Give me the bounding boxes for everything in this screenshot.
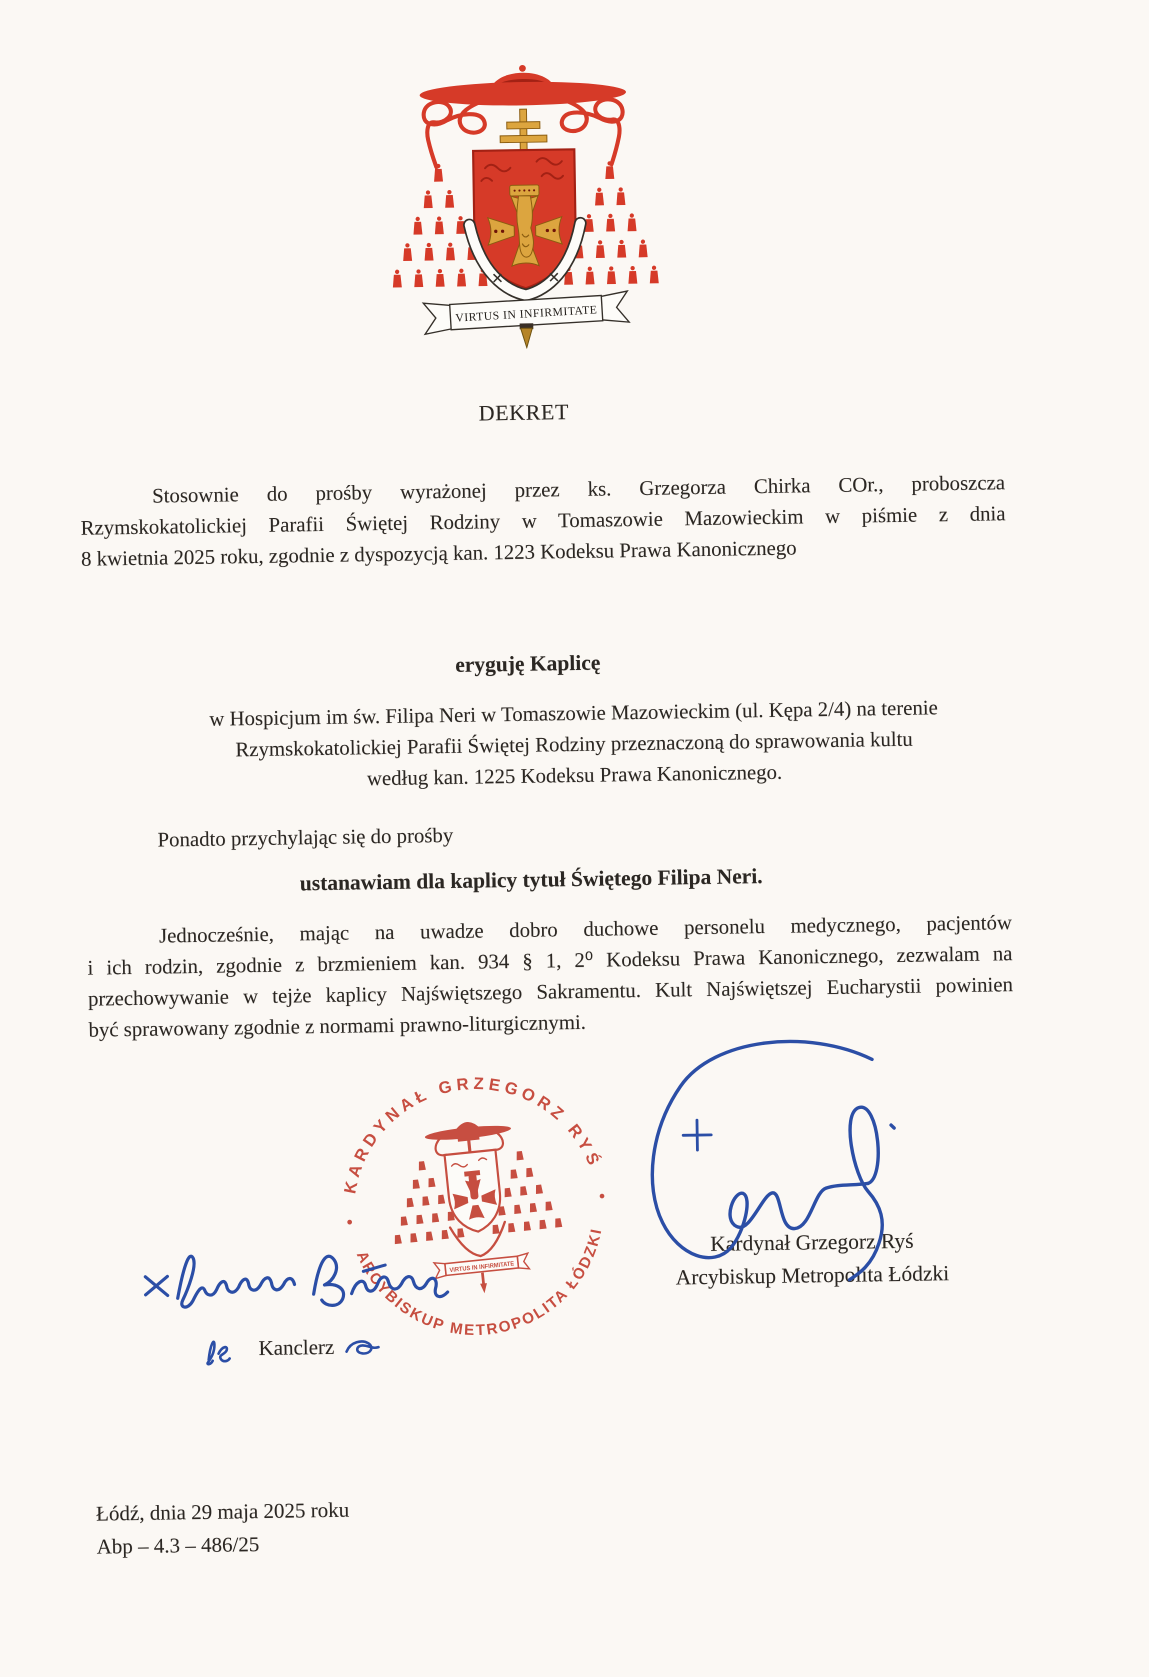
text-line: według kan. 1225 Kodeksu Prawa Kanonicznego. — [366, 760, 783, 791]
text-line: Rzymskokatolickiej Parafii Świętej Rodziny przeznaczoną do sprawowania kultu — [235, 727, 913, 762]
document-title: DEKRET — [478, 399, 570, 426]
stamp-text-top: KARDYNAŁ GRZEGORZ RYŚ — [340, 1073, 605, 1196]
paragraph-intro — [80, 467, 1006, 575]
stamp-text-bottom: ARCYBISKUP METROPOLITA ŁÓDZKI — [352, 1226, 606, 1340]
cardinal-signature — [584, 1025, 908, 1290]
cardinal-name: Kardynał Grzegorz Ryś — [710, 1228, 914, 1256]
text-line: w Hospicjum im św. Filipa Neri w Tomaszowie Mazowieckim (ul. Kępa 2/4) na terenie — [209, 696, 938, 731]
decree-title-line: ustanawiam dla kaplicy tytuł Świętego Filipa Neri. — [299, 864, 763, 896]
footer-reference: Abp – 4.3 – 486/25 — [96, 1532, 260, 1559]
cardinal-title: Arcybiskup Metropolita Łódzki — [675, 1261, 950, 1290]
text-line: Jednocześnie, mając na uwadze dobro duchowe personelu medycznego, pacjentów — [158, 911, 1013, 948]
footer-place-date: Łódź, dnia 29 maja 2025 roku — [95, 1497, 350, 1526]
text-line: Rzymskokatolickiej Parafii Świętej Rodziny w Tomaszowie Mazowieckim w piśmie z dnia — [80, 502, 1006, 540]
footer-block — [96, 1490, 597, 1564]
paragraph-location — [123, 691, 1024, 798]
paragraph-ponadto: Ponadto przychylając się do prośby — [157, 823, 454, 852]
text-line: przechowywanie w tejże kaplicy Najświętszego Sakramentu. Kult Najświętszej Eucharystii powinien — [87, 973, 1014, 1011]
text-line: Stosownie do prośby wyrażonej przez ks. Grzegorza Chirka COr., proboszcza — [151, 471, 1006, 508]
chancellor-flourish — [342, 1335, 382, 1360]
chancellor-prefix-handwritten — [198, 1329, 243, 1370]
decree-erect-line: eryguję Kaplicę — [455, 650, 601, 677]
text-line: 8 kwietnia 2025 roku, zgodnie z dyspozycją kan. 1223 Kodeksu Prawa Kanonicznego — [80, 536, 797, 571]
chancellor-signature — [126, 1212, 458, 1327]
text-line: być sprawowany zgodnie z normami prawno-liturgicznymi. — [88, 1010, 587, 1042]
text-line: i ich rodzin, zgodnie z brzmieniem kan. 934 § 1, 2⁰ Kodeksu Prawa Kanonicznego, zezwalam na — [87, 942, 1013, 980]
motto-text: VIRTUS IN INFIRMITATE — [454, 303, 598, 325]
chancellor-label: Kanclerz — [258, 1334, 335, 1361]
cardinal-coat-of-arms-icon — [376, 50, 673, 351]
stamp-motto-text: VIRTUS IN INFIRMITATE — [449, 1259, 522, 1275]
